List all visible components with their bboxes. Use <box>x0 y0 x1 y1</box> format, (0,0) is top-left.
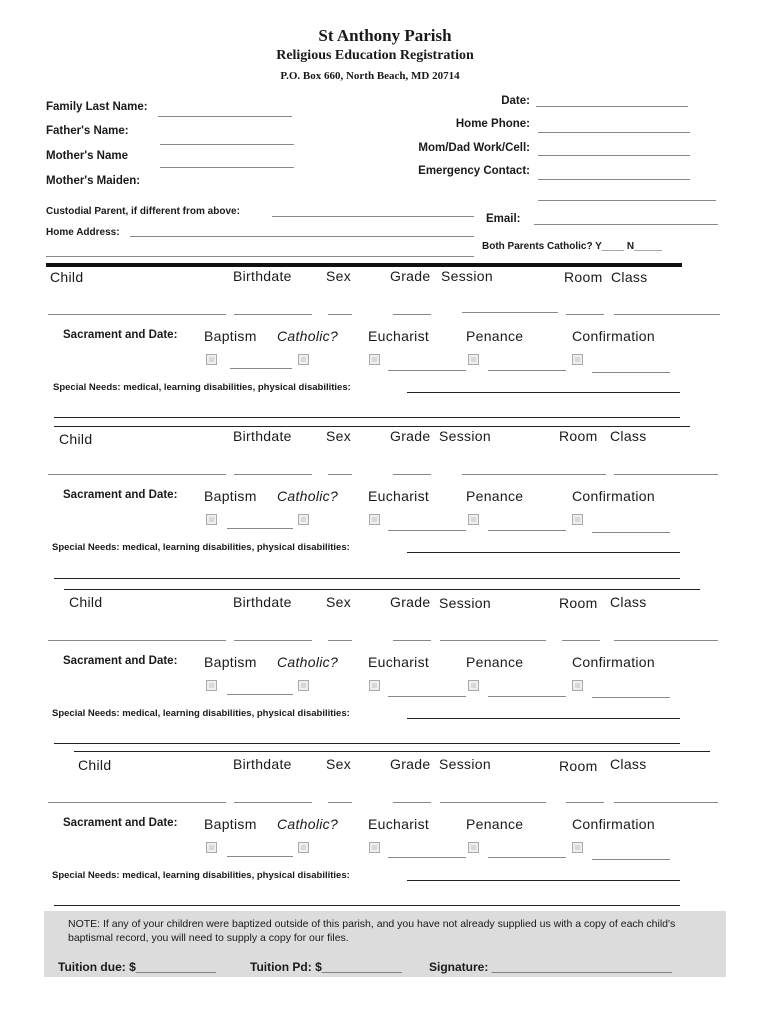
grade-label: Grade <box>390 756 431 772</box>
penance-checkbox[interactable] <box>468 842 479 853</box>
penance-checkbox[interactable] <box>468 514 479 525</box>
form-subtitle: Religious Education Registration <box>276 48 474 63</box>
confirmation-label: Confirmation <box>572 654 655 670</box>
special-needs-field[interactable] <box>407 392 680 393</box>
baptism-label: Baptism <box>204 328 257 344</box>
class-field[interactable] <box>614 314 720 315</box>
email-label: Email: <box>486 213 521 225</box>
block-divider <box>64 589 700 590</box>
confirmation-checkbox[interactable] <box>572 680 583 691</box>
baptism-date-field[interactable] <box>227 694 293 695</box>
birthdate-field[interactable] <box>234 802 312 803</box>
custodial-parent-field[interactable] <box>272 216 474 217</box>
room-field[interactable] <box>566 474 606 475</box>
catholic-label: Catholic? <box>277 328 339 344</box>
room-label: Room <box>559 595 598 611</box>
grade-label: Grade <box>390 594 431 610</box>
special-needs-field-2[interactable] <box>54 578 680 579</box>
catholic-label: Catholic? <box>277 654 339 670</box>
date-label: Date: <box>501 95 530 107</box>
eucharist-checkbox[interactable] <box>369 354 380 365</box>
confirmation-label: Confirmation <box>572 488 655 504</box>
eucharist-date-field[interactable] <box>388 857 466 858</box>
home-phone-field[interactable] <box>538 132 690 133</box>
family-last-name-label: Family Last Name: <box>46 101 148 113</box>
session-label: Session <box>439 756 491 772</box>
home-address-field-2[interactable] <box>46 256 474 257</box>
child-name-field[interactable] <box>48 314 226 315</box>
confirmation-checkbox[interactable] <box>572 842 583 853</box>
special-needs-label: Special Needs: medical, learning disabilities, physical disabilities: <box>52 870 350 881</box>
penance-checkbox[interactable] <box>468 680 479 691</box>
father-name-label: Father's Name: <box>46 125 129 137</box>
penance-date-field[interactable] <box>488 857 566 858</box>
child-label: Child <box>69 594 103 610</box>
baptism-checkbox[interactable] <box>206 842 217 853</box>
family-last-name-field[interactable] <box>158 116 292 117</box>
eucharist-checkbox[interactable] <box>369 680 380 691</box>
parish-title: St Anthony Parish <box>318 26 452 45</box>
penance-label: Penance <box>466 488 524 504</box>
birthdate-label: Birthdate <box>233 268 292 284</box>
child-label: Child <box>50 269 84 285</box>
catholic-checkbox[interactable] <box>298 680 309 691</box>
grade-field[interactable] <box>393 474 431 475</box>
birthdate-label: Birthdate <box>233 428 292 444</box>
penance-label: Penance <box>466 654 524 670</box>
sex-field[interactable] <box>328 314 352 315</box>
session-label: Session <box>441 268 493 284</box>
penance-date-field[interactable] <box>488 530 566 531</box>
work-cell-field[interactable] <box>538 155 690 156</box>
penance-checkbox[interactable] <box>468 354 479 365</box>
session-field[interactable] <box>440 802 546 803</box>
eucharist-checkbox[interactable] <box>369 842 380 853</box>
mother-maiden-label: Mother's Maiden: <box>46 175 141 187</box>
birthdate-label: Birthdate <box>233 756 292 772</box>
catholic-checkbox[interactable] <box>298 514 309 525</box>
home-phone-label: Home Phone: <box>455 118 530 130</box>
class-label: Class <box>610 594 647 610</box>
eucharist-date-field[interactable] <box>388 696 466 697</box>
baptism-date-field[interactable] <box>227 856 293 857</box>
baptism-checkbox[interactable] <box>206 354 217 365</box>
session-label: Session <box>439 595 491 611</box>
grade-field[interactable] <box>393 640 431 641</box>
eucharist-label: Eucharist <box>368 488 430 504</box>
special-needs-field-2[interactable] <box>54 905 680 906</box>
special-needs-field[interactable] <box>407 880 680 881</box>
home-address-field[interactable] <box>130 236 474 237</box>
child-name-field[interactable] <box>48 802 226 803</box>
child-name-field[interactable] <box>48 640 226 641</box>
confirmation-date-field[interactable] <box>592 697 670 698</box>
room-field[interactable] <box>566 802 604 803</box>
room-label: Room <box>564 269 603 285</box>
date-field[interactable] <box>536 106 688 107</box>
tuition-due[interactable]: Tuition due: $____________ <box>58 960 216 974</box>
sex-field[interactable] <box>328 802 352 803</box>
emergency-contact-label: Emergency Contact: <box>418 165 530 177</box>
catholic-checkbox[interactable] <box>298 354 309 365</box>
sex-field[interactable] <box>328 640 352 641</box>
emergency-contact-field[interactable] <box>538 179 690 180</box>
special-needs-label: Special Needs: medical, learning disabilities, physical disabilities: <box>53 382 351 393</box>
special-needs-field-2[interactable] <box>54 743 680 744</box>
catholic-checkbox[interactable] <box>298 842 309 853</box>
penance-label: Penance <box>466 816 524 832</box>
birthdate-field[interactable] <box>234 314 312 315</box>
note-text: NOTE: If any of your children were baptized outside of this parish, and you have not already supplied us with a copy of each child's baptismal record, you will need to supply a copy for our files. <box>68 918 676 944</box>
sex-label: Sex <box>326 428 352 444</box>
eucharist-label: Eucharist <box>368 328 430 344</box>
child-label: Child <box>78 757 112 773</box>
special-needs-label: Special Needs: medical, learning disabilities, physical disabilities: <box>52 542 350 553</box>
eucharist-date-field[interactable] <box>388 370 466 371</box>
confirmation-label: Confirmation <box>572 816 655 832</box>
eucharist-label: Eucharist <box>368 654 430 670</box>
grade-label: Grade <box>390 428 431 444</box>
room-field[interactable] <box>562 640 600 641</box>
sacrament-label: Sacrament and Date: <box>63 329 178 341</box>
class-field[interactable] <box>614 802 718 803</box>
sacrament-label: Sacrament and Date: <box>63 489 178 501</box>
baptism-checkbox[interactable] <box>206 514 217 525</box>
birthdate-field[interactable] <box>234 474 312 475</box>
confirmation-date-field[interactable] <box>592 372 670 373</box>
section-divider <box>46 263 682 267</box>
class-field[interactable] <box>614 640 718 641</box>
penance-label: Penance <box>466 328 524 344</box>
mother-name-field[interactable] <box>160 167 294 168</box>
session-label: Session <box>439 428 491 444</box>
block-divider <box>54 426 690 427</box>
sex-label: Sex <box>326 268 352 284</box>
baptism-date-field[interactable] <box>230 368 292 369</box>
confirmation-checkbox[interactable] <box>572 514 583 525</box>
child-name-field[interactable] <box>48 474 226 475</box>
room-label: Room <box>559 758 598 774</box>
confirmation-date-field[interactable] <box>592 532 670 533</box>
sex-label: Sex <box>326 594 352 610</box>
class-field[interactable] <box>614 474 718 475</box>
special-needs-field[interactable] <box>407 552 680 553</box>
child-label: Child <box>59 431 93 447</box>
eucharist-label: Eucharist <box>368 816 430 832</box>
room-label: Room <box>559 428 598 444</box>
grade-label: Grade <box>390 268 431 284</box>
sacrament-label: Sacrament and Date: <box>63 817 178 829</box>
room-field[interactable] <box>566 314 604 315</box>
special-needs-field[interactable] <box>407 718 680 719</box>
session-field[interactable] <box>440 640 546 641</box>
class-label: Class <box>610 756 647 772</box>
email-field[interactable] <box>534 224 718 225</box>
birthdate-label: Birthdate <box>233 594 292 610</box>
baptism-date-field[interactable] <box>227 528 293 529</box>
catholic-label: Catholic? <box>277 488 339 504</box>
block-divider <box>74 751 710 752</box>
sex-field[interactable] <box>328 474 352 475</box>
catholic-label: Catholic? <box>277 816 339 832</box>
both-parents-catholic: Both Parents Catholic? Y____ N_____ <box>482 241 662 252</box>
work-cell-label: Mom/Dad Work/Cell: <box>418 142 530 154</box>
session-field[interactable] <box>462 312 558 313</box>
special-needs-label: Special Needs: medical, learning disabilities, physical disabilities: <box>52 708 350 719</box>
note-box <box>44 911 726 977</box>
custodial-parent-label: Custodial Parent, if different from above: <box>46 206 240 217</box>
home-address-label: Home Address: <box>46 227 120 238</box>
grade-field[interactable] <box>393 802 431 803</box>
penance-date-field[interactable] <box>488 370 566 371</box>
session-field[interactable] <box>462 474 566 475</box>
grade-field[interactable] <box>393 314 431 315</box>
confirmation-checkbox[interactable] <box>572 354 583 365</box>
baptism-label: Baptism <box>204 488 257 504</box>
class-label: Class <box>611 269 648 285</box>
signature-field[interactable]: Signature: ___________________________ <box>429 960 672 974</box>
emergency-contact-field-2[interactable] <box>538 200 716 201</box>
baptism-label: Baptism <box>204 816 257 832</box>
parish-address: P.O. Box 660, North Beach, MD 20714 <box>280 70 460 82</box>
eucharist-checkbox[interactable] <box>369 514 380 525</box>
father-name-field[interactable] <box>160 144 294 145</box>
confirmation-label: Confirmation <box>572 328 655 344</box>
mother-name-label: Mother's Name <box>46 150 128 162</box>
eucharist-date-field[interactable] <box>388 530 466 531</box>
sacrament-label: Sacrament and Date: <box>63 655 178 667</box>
baptism-label: Baptism <box>204 654 257 670</box>
penance-date-field[interactable] <box>488 696 566 697</box>
birthdate-field[interactable] <box>234 640 312 641</box>
tuition-paid[interactable]: Tuition Pd: $____________ <box>250 960 402 974</box>
sex-label: Sex <box>326 756 352 772</box>
confirmation-date-field[interactable] <box>592 859 670 860</box>
class-label: Class <box>610 428 647 444</box>
special-needs-field-2[interactable] <box>54 417 680 418</box>
baptism-checkbox[interactable] <box>206 680 217 691</box>
